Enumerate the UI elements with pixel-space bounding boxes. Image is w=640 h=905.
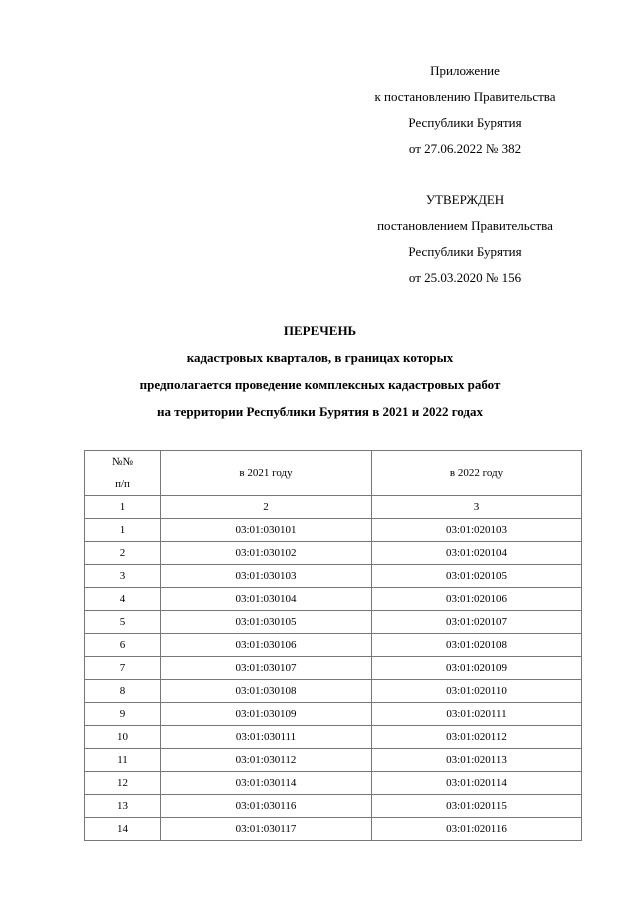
row-number: 11: [85, 749, 161, 772]
row-number: 10: [85, 726, 161, 749]
table-row: [85, 772, 582, 795]
quarter-2022: 03:01:020116: [372, 818, 582, 841]
table-row: [85, 749, 582, 772]
appendix-date: от 27.06.2022 № 382: [408, 141, 522, 156]
approval-republic: Республики Бурятия: [408, 244, 522, 259]
quarter-2021: 03:01:030111: [161, 726, 372, 749]
row-number: 6: [85, 634, 161, 657]
quarter-2022: 03:01:020103: [372, 519, 582, 542]
table-row: [85, 795, 582, 818]
quarter-2022: 03:01:020104: [372, 542, 582, 565]
quarter-2021: 03:01:030103: [161, 565, 372, 588]
quarter-2022: 03:01:020106: [372, 588, 582, 611]
table-row: [85, 611, 582, 634]
approval-title: УТВЕРЖДЕН: [425, 192, 505, 207]
column-index-1: 1: [85, 496, 161, 519]
header-2021: в 2021 году: [161, 451, 372, 496]
quarter-2021: 03:01:030114: [161, 772, 372, 795]
header-number-line2: п/п: [115, 478, 130, 490]
quarter-2021: 03:01:030109: [161, 703, 372, 726]
quarter-2022: 03:01:020113: [372, 749, 582, 772]
quarter-2022: 03:01:020108: [372, 634, 582, 657]
row-number: 8: [85, 680, 161, 703]
quarter-2022: 03:01:020105: [372, 565, 582, 588]
table-row: [85, 588, 582, 611]
heading-line-2: кадастровых кварталов, в границах которых: [186, 350, 454, 365]
quarter-2022: 03:01:020110: [372, 680, 582, 703]
table-row: [85, 634, 582, 657]
row-number: 12: [85, 772, 161, 795]
quarter-2021: 03:01:030105: [161, 611, 372, 634]
appendix-reference: к постановлению Правительства: [374, 89, 556, 104]
quarter-2022: 03:01:020115: [372, 795, 582, 818]
header-number: [85, 451, 161, 496]
appendix-title: Приложение: [430, 63, 500, 78]
row-number: 4: [85, 588, 161, 611]
quarter-2021: 03:01:030112: [161, 749, 372, 772]
quarter-2022: 03:01:020111: [372, 703, 582, 726]
table-row: [85, 565, 582, 588]
row-number: 1: [85, 519, 161, 542]
quarter-2021: 03:01:030108: [161, 680, 372, 703]
table-row: [85, 519, 582, 542]
row-number: 2: [85, 542, 161, 565]
quarter-2021: 03:01:030102: [161, 542, 372, 565]
column-index-3: 3: [372, 496, 582, 519]
table-row: [85, 703, 582, 726]
table-row: [85, 680, 582, 703]
appendix-republic: Республики Бурятия: [408, 115, 522, 130]
appendix-block: [345, 58, 585, 162]
row-number: 5: [85, 611, 161, 634]
quarter-2021: 03:01:030106: [161, 634, 372, 657]
table-row: [85, 657, 582, 680]
table-body: [85, 519, 582, 841]
quarter-2021: 03:01:030116: [161, 795, 372, 818]
header-2022: в 2022 году: [372, 451, 582, 496]
approval-reference: постановлением Правительства: [377, 218, 553, 233]
heading-title: ПЕРЕЧЕНЬ: [283, 323, 357, 338]
heading-line-3: предполагается проведение комплексных кадастровых работ: [139, 377, 501, 392]
table-row: [85, 726, 582, 749]
quarter-2022: 03:01:020107: [372, 611, 582, 634]
cadastral-quarters-table: [84, 450, 582, 841]
row-number: 13: [85, 795, 161, 818]
table-row: [85, 542, 582, 565]
quarter-2022: 03:01:020114: [372, 772, 582, 795]
quarter-2021: 03:01:030107: [161, 657, 372, 680]
quarter-2022: 03:01:020112: [372, 726, 582, 749]
row-number: 14: [85, 818, 161, 841]
approval-date: от 25.03.2020 № 156: [408, 270, 522, 285]
table-row: [85, 818, 582, 841]
quarter-2021: 03:01:030117: [161, 818, 372, 841]
heading-line-4: на территории Республики Бурятия в 2021 и 2022 годах: [157, 404, 483, 419]
quarter-2021: 03:01:030104: [161, 588, 372, 611]
row-number: 9: [85, 703, 161, 726]
row-number: 7: [85, 657, 161, 680]
quarter-2021: 03:01:030101: [161, 519, 372, 542]
header-number-line1: №№: [112, 456, 133, 468]
row-number: 3: [85, 565, 161, 588]
column-index-row: [85, 496, 582, 519]
document-heading: [60, 317, 580, 425]
quarter-2022: 03:01:020109: [372, 657, 582, 680]
column-index-2: 2: [161, 496, 372, 519]
table-header-row: [85, 451, 582, 496]
approval-block: [345, 187, 585, 291]
